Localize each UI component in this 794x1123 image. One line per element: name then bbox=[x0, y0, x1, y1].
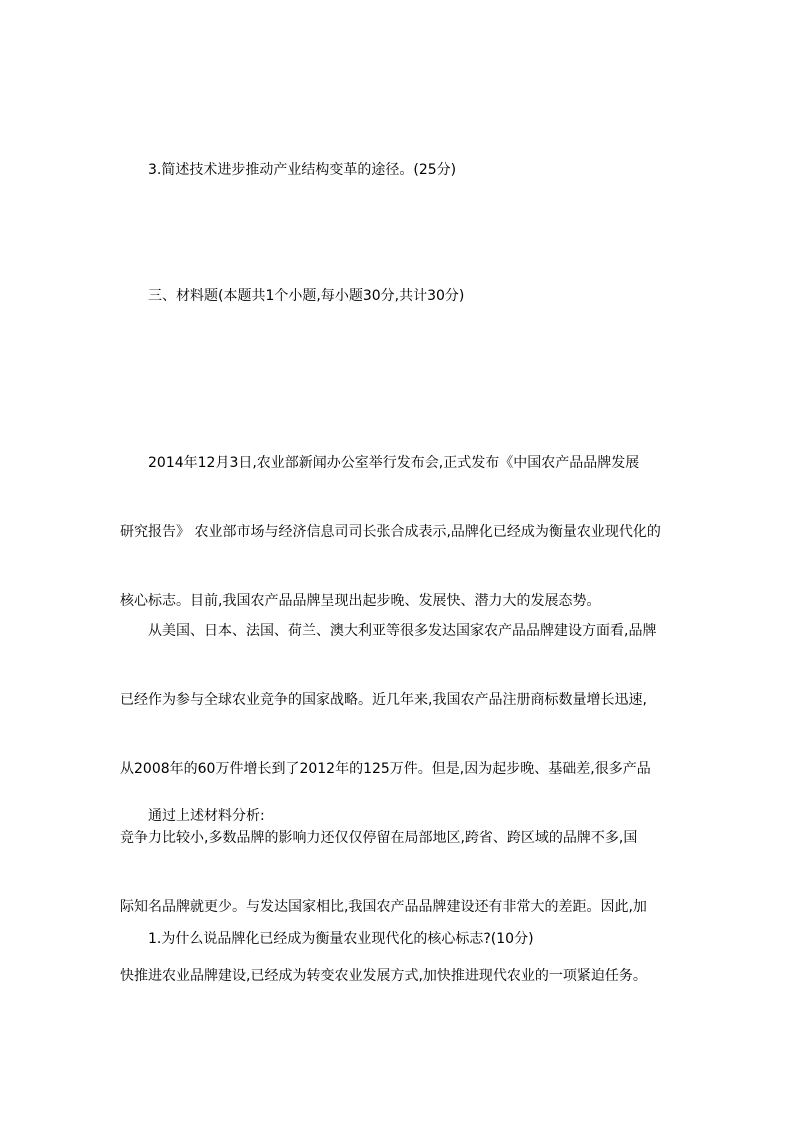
paragraph-line: 际知名品牌就更少。与发达国家相比,我国农产品品牌建设还有非常大的差距。因此,加 bbox=[120, 899, 647, 915]
paragraph-line: 已经作为参与全球农业竞争的国家战略。近几年来,我国农产品注册商标数量增长迅速, bbox=[120, 692, 647, 708]
paragraph-line: 从美国、日本、法国、荷兰、澳大利亚等很多发达国家农产品品牌建设方面看,品牌 bbox=[148, 623, 657, 639]
paragraph-line: 竞争力比较小,多数品牌的影响力还仅仅停留在局部地区,跨省、跨区域的品牌不多,国 bbox=[120, 830, 638, 846]
paragraph-line: 研究报告》 农业部市场与经济信息司司长张合成表示,品牌化已经成为衡量农业现代化的 bbox=[120, 524, 661, 540]
paragraph-line: 从2008年的60万件增长到了2012年的125万件。但是,因为起步晚、基础差,很多产品 bbox=[120, 761, 651, 777]
section-three-heading: 三、材料题(本题共1个小题,每小题30分,共计30分) bbox=[148, 288, 465, 304]
question-3: 3.简述技术进步推动产业结构变革的途径。(25分) bbox=[148, 162, 457, 178]
analysis-prompt: 通过上述材料分析: bbox=[148, 808, 265, 824]
paragraph-line: 核心标志。目前,我国农产品品牌呈现出起步晚、发展快、潜力大的发展态势。 bbox=[120, 593, 601, 609]
paragraph-line: 2014年12月3日,农业部新闻办公室举行发布会,正式发布《中国农产品品牌发展 bbox=[148, 455, 640, 471]
paragraph-line: 快推进农业品牌建设,已经成为转变农业发展方式,加快推进现代农业的一项紧迫任务。 bbox=[120, 968, 647, 984]
sub-question-1: 1.为什么说品牌化已经成为衡量农业现代化的核心标志?(10分) bbox=[148, 931, 534, 947]
